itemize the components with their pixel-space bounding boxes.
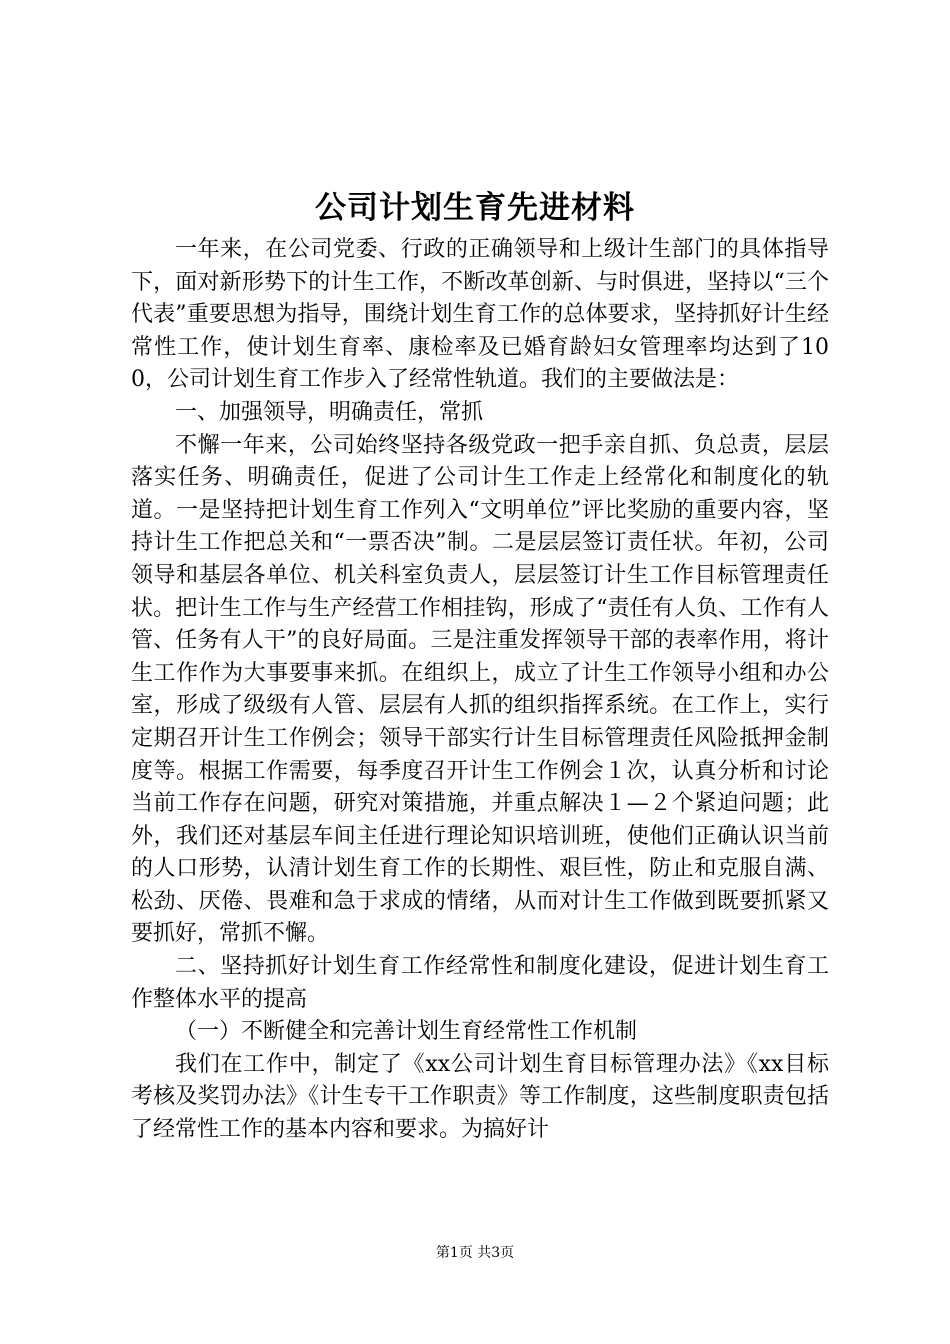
document-title: 公司计划生育先进材料 (315, 190, 635, 226)
document-body (131, 234, 829, 1147)
paragraph-section-1: 不懈一年来，公司始终坚持各级党政一把手亲自抓、负总责，层层落实任务、明确责任，促进了公司计生工作走上经常化和制度化的轨道。一是坚持把计划生育工作列入“文明单位”评比奖励的重要内容，坚持计生工作把总关和“一票否决”制。二是层层签订责任状。年初，公司领导和基层各单位、机关科室负责人，层层签订计生工作目标管理责任状。把计生工作与生产经营工作相挂钩，形成了“责任有人负、工作有人管、任务有人干”的良好局面。三是注重发挥领导干部的表率作用，将计生工作作为大事要事来抓。在组织上，成立了计生工作领导小组和办公室，形成了级级有人管、层层有人抓的组织指挥系统。在工作上，实行定期召开计生工作例会；领导干部实行计生目标管理责任风险抵押金制度等。根据工作需要，每季度召开计生工作例会１次，认真分析和讨论当前工作存在问题，研究对策措施，并重点解决１—２个紧迫问题；此外，我们还对基层车间主任进行理论知识培训班，使他们正确认识当前的人口形势，认清计划生育工作的长期性、艰巨性，防止和克服自满、松劲、厌倦、畏难和急于求成的情绪，从而对计生工作做到既要抓紧又要抓好，常抓不懈。 (131, 432, 829, 947)
section-heading-1: 一、加强领导，明确责任，常抓 (175, 399, 484, 425)
subsection-heading-1: （一）不断健全和完善计划生育经常性工作机制 (175, 1019, 638, 1045)
paragraph-intro: 一年来，在公司党委、行政的正确领导和上级计生部门的具体指导下，面对新形势下的计生工作，不断改革创新、与时俱进，坚持以“三个代表”重要思想为指导，围绕计划生育工作的总体要求，坚持抓好计生经常性工作，使计划生育率、康检率及已婚育龄妇女管理率均达到了100，公司计划生育工作步入了经常性轨道。我们的主要做法是： (131, 237, 829, 393)
section-heading-2: 二、坚持抓好计划生育工作经常性和制度化建设，促进计划生育工作整体水平的提高 (131, 954, 829, 1012)
page-footer: 第1页 共3页 (435, 1245, 515, 1261)
paragraph-subsection-1: 我们在工作中，制定了《xx公司计划生育目标管理办法》《xx目标考核及奖罚办法》《计生专干工作职责》等工作制度，这些制度职责包括了经常性工作的基本内容和要求。为搞好计 (131, 1051, 829, 1143)
